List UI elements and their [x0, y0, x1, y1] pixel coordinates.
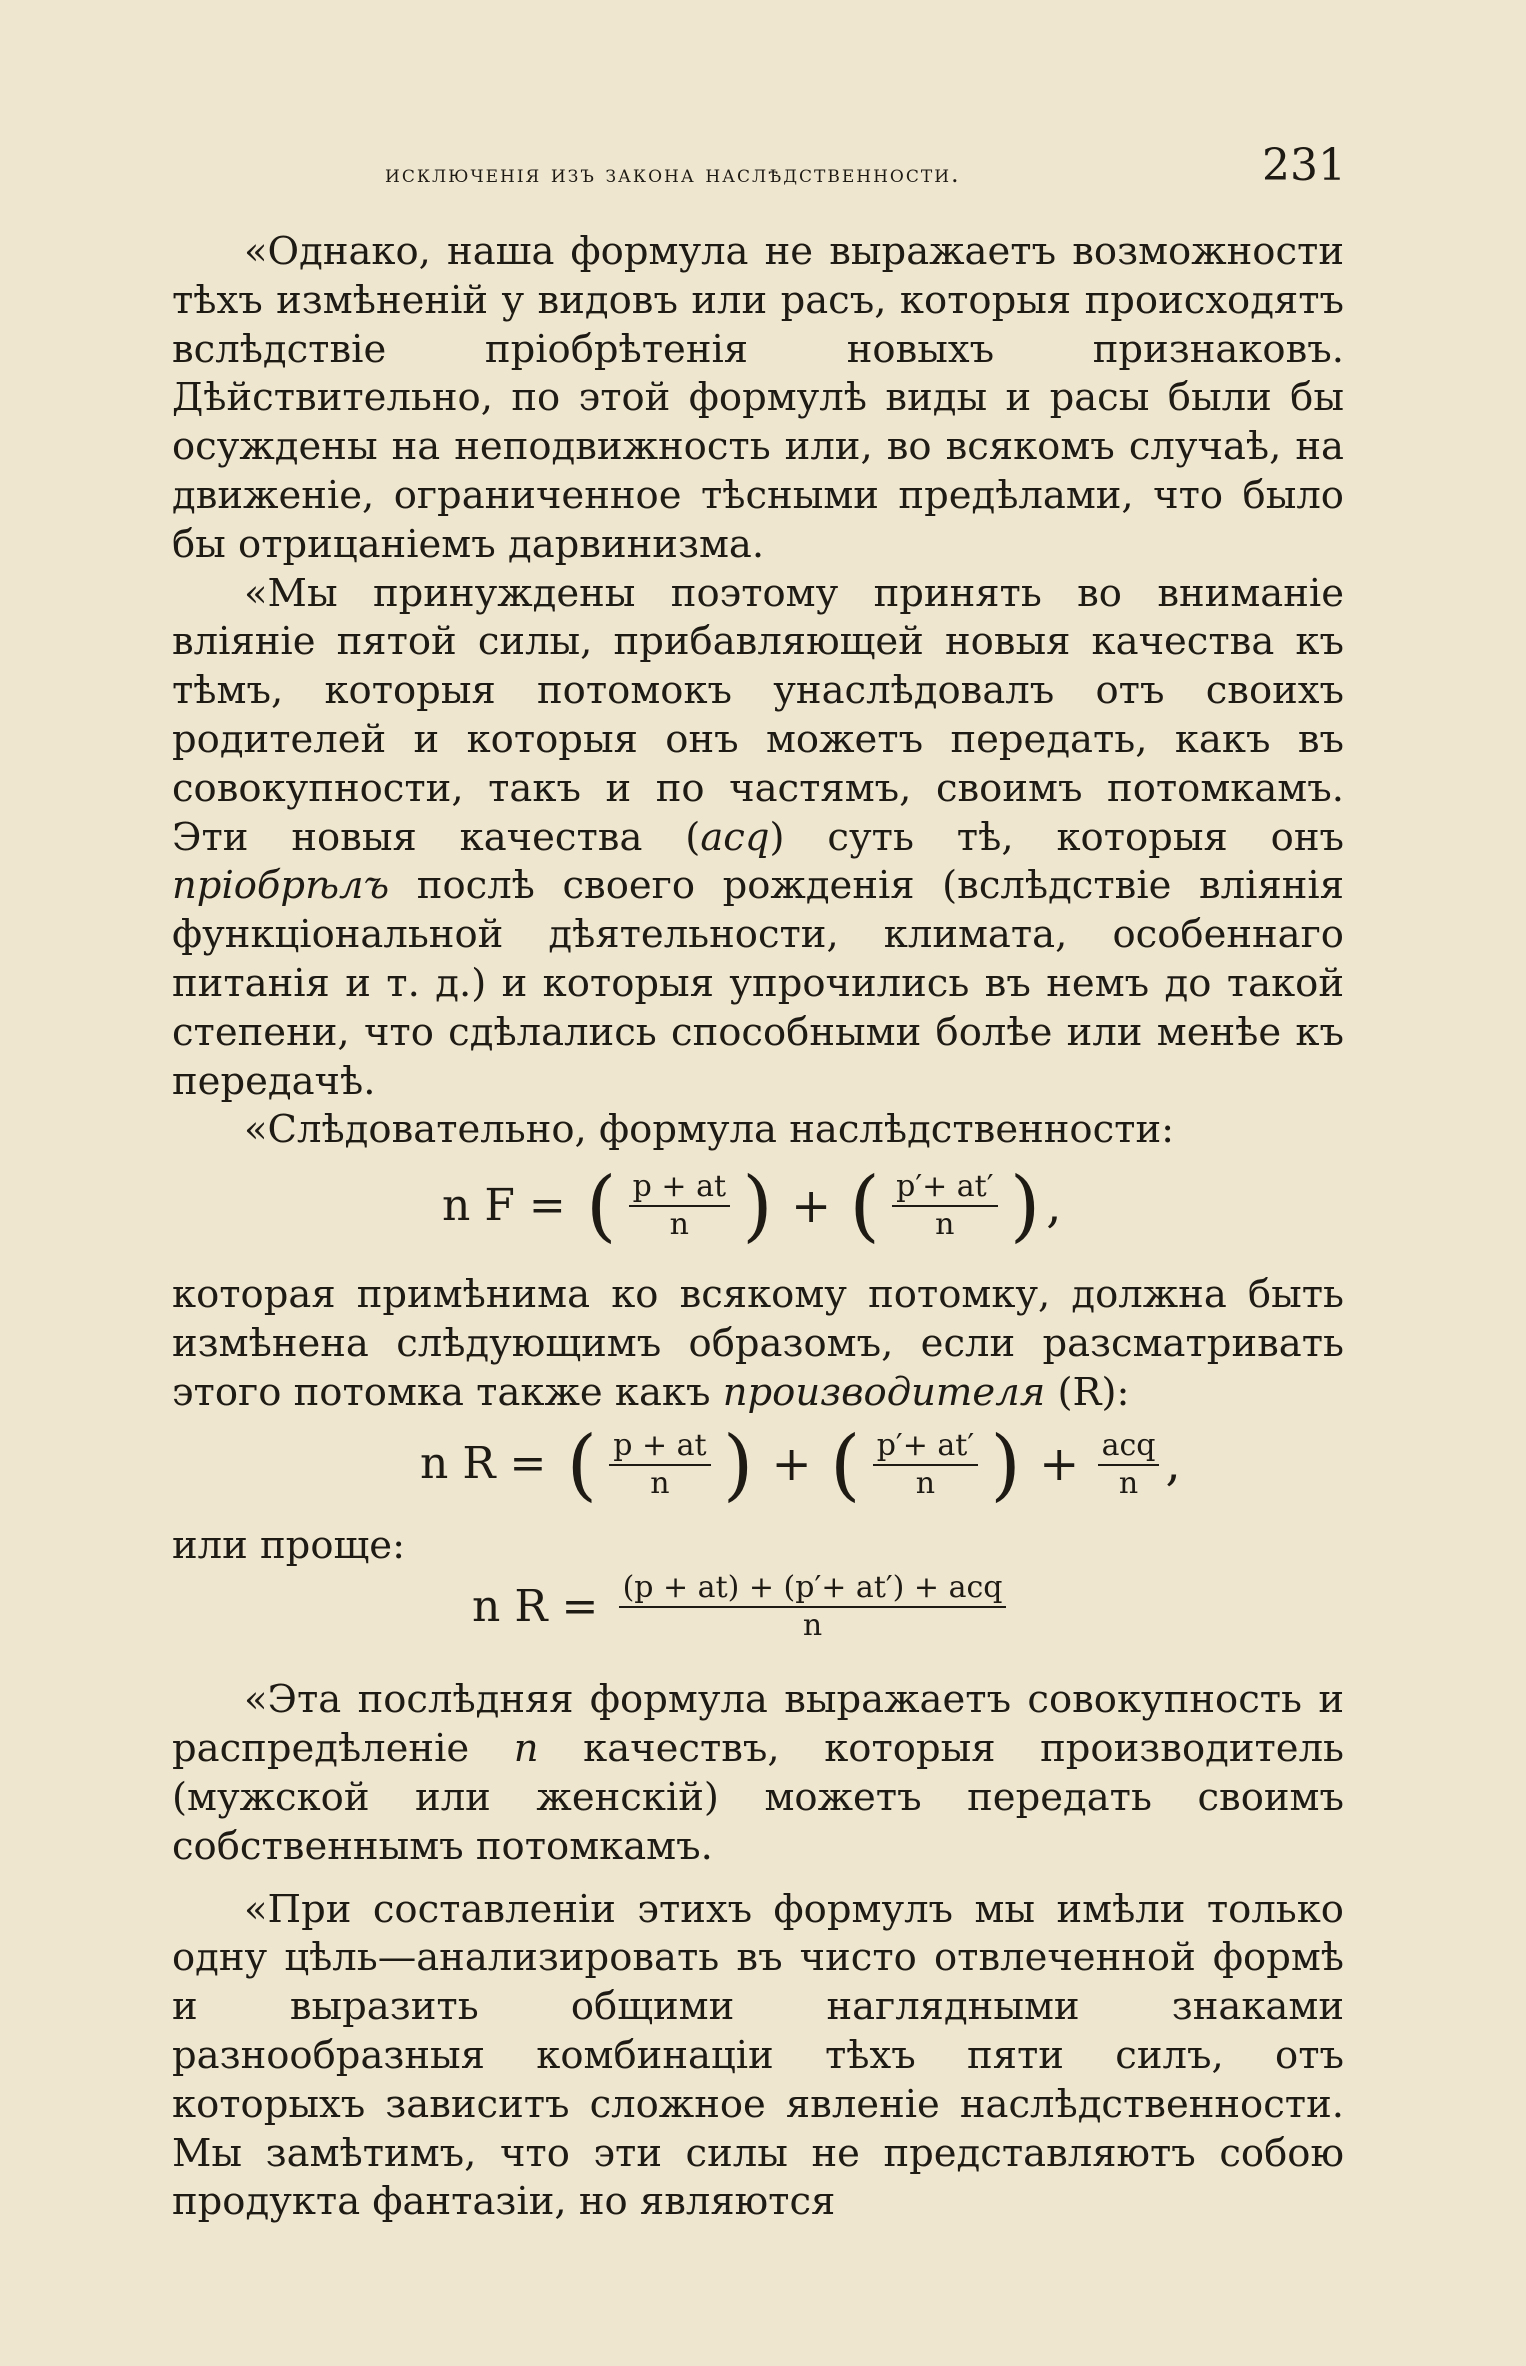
page-header [385, 140, 1346, 200]
emphasis: пріобрѣлъ [172, 863, 390, 909]
denominator: n [669, 1207, 689, 1243]
emphasis: производителя [722, 1369, 1046, 1415]
numerator: p + at [609, 1428, 710, 1466]
acq-symbol: acq [700, 814, 770, 860]
running-head: исключенія изъ закона наслѣдственности. [385, 160, 961, 188]
emphasis: n [513, 1726, 539, 1772]
paragraph: «При составленіи этихъ формулъ мы имѣли только одну цѣль—анализировать въ чисто отвлеченной формѣ и выразить общими наглядными знаками разнообразныя комбинаціи тѣхъ пяти силъ, отъ которыхъ зависитъ сложное явленіе наслѣдственности. Мы замѣтимъ, что эти силы не представляютъ собою продукта фантазіи, но являются [172, 1886, 1344, 2225]
text-run: послѣ своего рожденія (вслѣдствіе вліянія функціональной дѣятельности, климата, особеннаго питанія и т. д.) и которыя упрочились въ немъ до такой степени, что сдѣлались способными болѣе или менѣе къ передачѣ. [172, 863, 1344, 1104]
numerator: p + at [629, 1169, 730, 1207]
denominator: n [802, 1608, 823, 1644]
numerator: acq [1098, 1428, 1160, 1466]
paragraph: «Однако, наша формула не выражаетъ возможности тѣхъ измѣненій у видовъ или расъ, которыя происходятъ вслѣдствіе пріобрѣтенія новыхъ признаковъ. Дѣйствительно, по этой формулѣ виды и расы были бы осуждены на неподвижность или, во всякомъ случаѣ, на движеніе, ограниченное тѣсными предѣлами, что было бы отрицаніемъ дарвинизма. [172, 229, 1344, 567]
denominator: n [1118, 1465, 1139, 1501]
paren-open: ( [585, 1161, 617, 1252]
formula-nR [172, 1419, 1344, 1522]
plus-sign: + [1039, 1436, 1080, 1493]
text-run: качествъ, которыя производитель (мужской или женскій) можетъ передать своимъ собственнымъ потомкамъ. [172, 1726, 1344, 1869]
paragraph: «Слѣдовательно, формула наслѣдственности: [244, 1107, 1175, 1153]
formula-nF [172, 1161, 1344, 1263]
denominator: n [915, 1465, 936, 1501]
denominator: n [650, 1465, 670, 1501]
text-run: которая примѣнима ко всякому потомку, должна быть измѣнена слѣдующимъ образомъ, если разсматривать этого потомка также какъ [172, 1272, 1344, 1415]
text-run: «Мы принуждены поэтому принять во вниманіе вліяніе пятой силы, прибавляющей новыя качества къ тѣмъ, которыя потомокъ унаслѣдовалъ отъ своихъ родителей и которыя онъ можетъ передать, какъ въ совокупности, такъ и по частямъ, своимъ потомкамъ. Эти новыя качества ( [172, 570, 1344, 860]
paren-close: ) [742, 1161, 773, 1252]
fraction [892, 1169, 997, 1243]
paragraph: или проще: [172, 1522, 406, 1568]
paragraph [172, 1271, 1344, 1417]
paren-close: ) [990, 1419, 1021, 1510]
paren-close: ) [1009, 1161, 1041, 1252]
formula-nR-simple [172, 1570, 1344, 1660]
formula-lhs: n R = [420, 1438, 547, 1490]
numerator: p′+ at′ [873, 1428, 978, 1466]
paren-open: ( [566, 1419, 597, 1510]
text-run: «Эта послѣдняя формула выражаетъ совокупность и распредѣленіе [172, 1677, 1344, 1772]
formula-lhs: n R = [472, 1580, 599, 1632]
text-run: (R): [1045, 1369, 1130, 1415]
denominator: n [935, 1207, 955, 1243]
comma: , [1046, 1177, 1062, 1234]
page-number: 231 [1262, 140, 1346, 191]
fraction [873, 1428, 978, 1502]
numerator: p′+ at′ [892, 1169, 997, 1207]
fraction [619, 1570, 1007, 1644]
body-text [172, 228, 1344, 2227]
fraction [1098, 1428, 1160, 1502]
plus-sign: + [790, 1177, 832, 1234]
paren-open: ( [849, 1161, 880, 1252]
comma: , [1165, 1436, 1181, 1493]
paragraph [172, 570, 1344, 1107]
fraction [609, 1428, 710, 1502]
fraction [629, 1169, 730, 1243]
formula-lhs: n F = [442, 1179, 566, 1231]
numerator: (p + at) + (p′+ at′) + acq [619, 1570, 1007, 1608]
text-run: ) суть тѣ, которыя онъ [769, 814, 1344, 860]
paren-close: ) [722, 1419, 754, 1510]
paren-open: ( [830, 1419, 861, 1510]
paragraph [172, 1676, 1344, 1871]
plus-sign: + [771, 1436, 812, 1493]
